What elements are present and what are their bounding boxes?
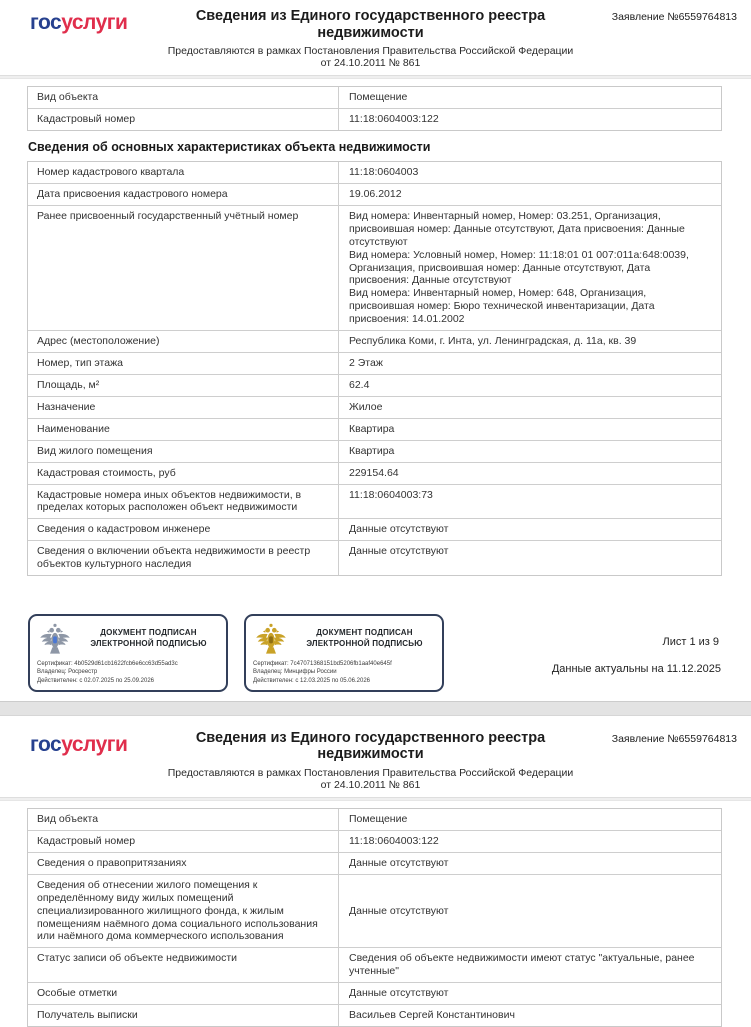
table-row — [28, 484, 721, 519]
row-value: Помещение — [338, 809, 721, 830]
row-label: Сведения о включении объекта недвижимости в реестр объектов культурного наследия — [37, 545, 311, 570]
object-table — [27, 86, 722, 131]
row-value: Данные отсутствуют — [338, 519, 721, 540]
row-label: Кадастровый номер — [37, 113, 136, 126]
row-label: Вид объекта — [37, 91, 99, 104]
validity-line: Действителен: с 02.07.2025 по 25.09.2026 — [37, 678, 154, 685]
row-label: Вид объекта — [37, 813, 99, 826]
application-number: Заявление №6559764813 — [611, 732, 737, 745]
row-label: Сведения об отнесении жилого помещения к определённому виду жилых помещений специализированного жилищного фонда, к жилым помещениям наёмного дома социального использования или наёмного дома коммерческого использования — [37, 879, 318, 943]
row-value: Данные отсутствуют — [338, 541, 721, 575]
table-row — [28, 1004, 721, 1026]
page-divider — [0, 701, 751, 716]
row-label: Кадастровый номер — [37, 835, 136, 848]
table-row — [28, 518, 721, 540]
row-value: 11:18:0604003 — [338, 162, 721, 183]
row-label: Получатель выписки — [37, 1008, 138, 1021]
page-header — [0, 0, 751, 71]
stamp-header — [37, 621, 219, 657]
header-center — [156, 8, 585, 69]
gosuslugi-logo — [30, 11, 156, 35]
sheet-counter: Лист 1 из 9 — [662, 635, 719, 648]
main-characteristics-table — [27, 161, 722, 575]
logo-part-blue: гос — [30, 11, 62, 34]
page2-table — [27, 808, 722, 1027]
row-label: Дата присвоения кадастрового номера — [37, 188, 228, 201]
row-value: Сведения об объекте недвижимости имеют статус "актуальные, ранее учтенные" — [338, 948, 721, 982]
validity-line: Действителен: с 12.03.2025 по 05.06.2026 — [253, 678, 370, 685]
table-row — [28, 205, 721, 329]
row-value: Квартира — [338, 441, 721, 462]
owner-line: Владелец: Росреестр — [37, 669, 98, 676]
coat-of-arms-icon — [253, 621, 289, 657]
table-row — [28, 162, 721, 183]
certificate-line: Сертификат: 7c47071368151bd5206fb1aaf40e645f — [253, 660, 392, 667]
stamp-title: ДОКУМЕНТ ПОДПИСАН ЭЛЕКТРОННОЙ ПОДПИСЬЮ — [306, 628, 423, 648]
table-row — [28, 418, 721, 440]
table-row — [28, 183, 721, 205]
value-line: Вид номера: Инвентарный номер, Номер: 648, Организация, присвоившая номер: Бюро технической инвентаризации, Дата присвоения: 14.01.2002 — [349, 287, 655, 325]
table-row — [28, 947, 721, 982]
row-label: Сведения о кадастровом инженере — [37, 523, 211, 536]
row-value: Данные отсутствуют — [338, 875, 721, 947]
page-title: Сведения из Единого государственного реестра недвижимости — [195, 729, 546, 763]
row-value: Помещение — [338, 87, 721, 108]
stamp-header — [253, 621, 435, 657]
header-center — [156, 730, 585, 791]
stamp-details — [37, 660, 219, 686]
row-value: 19.06.2012 — [338, 184, 721, 205]
row-value: 62.4 — [338, 375, 721, 396]
table-row — [28, 540, 721, 575]
logo-part-red: услуги — [61, 11, 128, 34]
table-row — [28, 87, 721, 108]
table-row — [28, 374, 721, 396]
row-label: Номер, тип этажа — [37, 356, 123, 369]
row-value: Данные отсутствуют — [338, 853, 721, 874]
table-row — [28, 830, 721, 852]
table-row — [28, 108, 721, 130]
page-subtitle: Предоставляются в рамках Постановления Правительства Российской Федерации от 24.10.2011 № 861 — [167, 767, 574, 792]
row-value: 11:18:0604003:122 — [338, 831, 721, 852]
header-divider — [0, 75, 751, 79]
row-label: Наименование — [37, 422, 110, 435]
table-row — [28, 982, 721, 1004]
page-title: Сведения из Единого государственного реестра недвижимости — [195, 8, 546, 41]
page-subtitle: Предоставляются в рамках Постановления Правительства Российской Федерации от 24.10.2011 № 861 — [167, 45, 574, 70]
row-value: Васильев Сергей Константинович — [338, 1005, 721, 1026]
page-header — [0, 722, 751, 793]
row-label: Назначение — [37, 400, 96, 413]
row-value — [338, 206, 721, 329]
table-row — [28, 809, 721, 830]
value-line: Вид номера: Инвентарный номер, Номер: 03.251, Организация, присвоившая номер: Данные отсутствуют, Дата присвоения: Данные отсутствуют — [349, 210, 685, 248]
row-label: Вид жилого помещения — [37, 444, 153, 457]
header-divider — [0, 797, 751, 801]
row-label: Адрес (местоположение) — [37, 334, 160, 347]
row-label: Площадь, м² — [37, 378, 100, 391]
table-row — [28, 440, 721, 462]
row-value: Квартира — [338, 419, 721, 440]
row-value: Республика Коми, г. Инта, ул. Ленинградская, д. 11а, кв. 39 — [338, 331, 721, 352]
row-label: Особые отметки — [37, 986, 118, 999]
table-row — [28, 852, 721, 874]
gosuslugi-logo — [30, 733, 156, 757]
row-value: 11:18:0604003:73 — [338, 485, 721, 519]
page-2 — [0, 716, 751, 1027]
logo-part-blue: гос — [30, 732, 62, 756]
row-value: 11:18:0604003:122 — [338, 109, 721, 130]
row-value: 229154.64 — [338, 463, 721, 484]
stamp-title: ДОКУМЕНТ ПОДПИСАН ЭЛЕКТРОННОЙ ПОДПИСЬЮ — [90, 628, 207, 648]
certificate-line: Сертификат: 4b0529d61cb1622fcb6e6cc63d55ad3c — [37, 660, 178, 667]
row-label: Сведения о правопритязаниях — [37, 857, 187, 870]
sheet-info-block — [460, 614, 721, 675]
table-row — [28, 874, 721, 947]
signature-stamp-rosreestr — [28, 614, 228, 692]
data-actuality: Данные актуальны на 11.12.2025 — [551, 662, 721, 675]
table-row — [28, 396, 721, 418]
row-value: 2 Этаж — [338, 353, 721, 374]
table-row — [28, 330, 721, 352]
rosreestr-eagle-icon — [37, 621, 73, 657]
application-number: Заявление №6559764813 — [611, 11, 737, 23]
signatures-block — [28, 614, 721, 692]
row-label: Ранее присвоенный государственный учётный номер — [37, 210, 299, 223]
value-line: Вид номера: Условный номер, Номер: 11:18:01 01 007:011а:648:0039, Организация, присвоившая номер: Данные отсутствуют, Дата присвоения: Данные отсутствуют — [349, 248, 689, 287]
table-row — [28, 462, 721, 484]
logo-part-red: услуги — [61, 732, 128, 756]
row-label: Кадастровые номера иных объектов недвижимости, в пределах которых расположен объект недвижимости — [37, 488, 302, 514]
section-title: Сведения об основных характеристиках объекта недвижимости — [28, 140, 431, 155]
row-value: Жилое — [338, 397, 721, 418]
row-label: Статус записи об объекте недвижимости — [37, 952, 238, 965]
row-label: Кадастровая стоимость, руб — [37, 466, 176, 479]
table-row — [28, 352, 721, 374]
signature-stamp-mincifry — [244, 614, 444, 692]
row-value: Данные отсутствуют — [338, 983, 721, 1004]
owner-line: Владелец: Минцифры России — [253, 669, 337, 676]
row-label: Номер кадастрового квартала — [37, 166, 185, 179]
stamp-details — [253, 660, 435, 686]
